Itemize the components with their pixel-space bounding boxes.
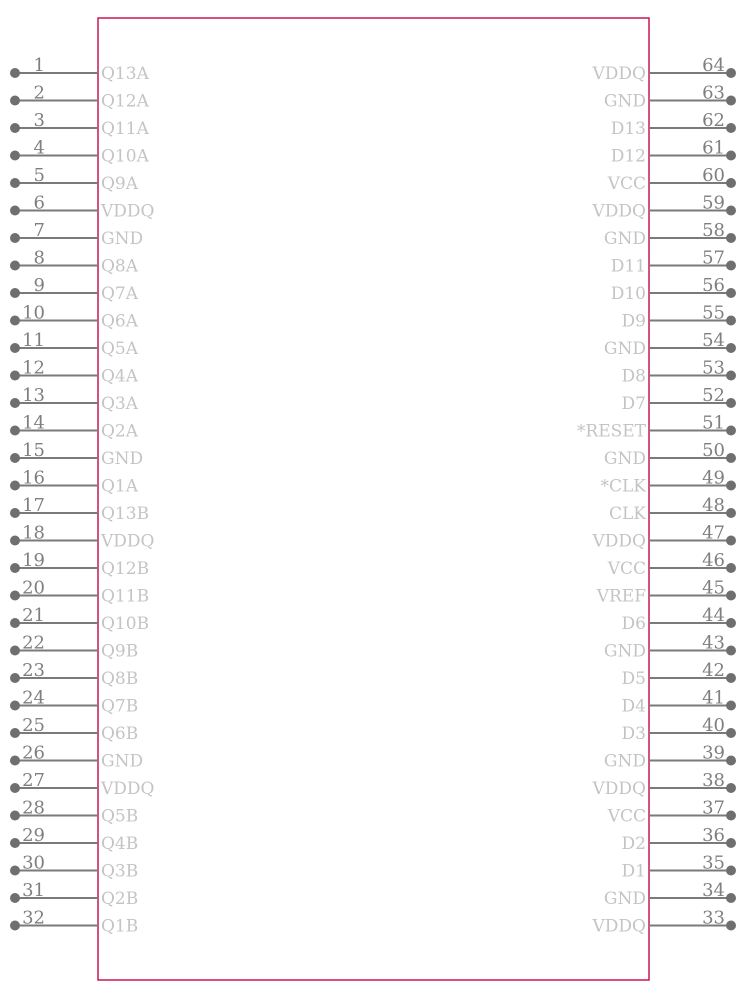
pin-label: Q3A: [101, 394, 139, 414]
pin-53: [622, 358, 736, 387]
pin-label: D1: [621, 861, 646, 882]
pin-terminal-dot: [10, 151, 20, 161]
pin-label: Q8B: [101, 669, 139, 689]
pin-terminal-dot: [726, 96, 736, 106]
pin-label: Q9A: [101, 174, 139, 194]
pin-terminal-dot: [10, 426, 20, 436]
pin-41: [622, 688, 736, 717]
pin-number: 12: [22, 357, 45, 379]
pin-terminal-dot: [10, 508, 20, 518]
pin-label: Q4A: [101, 366, 139, 387]
pin-20: [10, 578, 149, 607]
pin-number: 2: [33, 82, 45, 104]
pin-40: [622, 715, 736, 744]
pin-label: GND: [101, 229, 144, 249]
pin-17: [10, 495, 149, 524]
pin-label: GND: [101, 751, 144, 772]
pin-label: Q13A: [101, 64, 149, 84]
pin-7: [10, 220, 143, 249]
pin-59: [592, 193, 736, 222]
pin-label: VDDQ: [592, 531, 646, 552]
pin-number: 14: [22, 412, 45, 434]
pin-number: 26: [22, 742, 45, 764]
pin-label: VDDQ: [592, 201, 646, 222]
pin-terminal-dot: [10, 371, 20, 381]
pin-terminal-dot: [726, 921, 736, 931]
pin-label: Q4B: [101, 834, 139, 854]
pin-44: [622, 605, 736, 634]
pin-number: 31: [22, 880, 45, 901]
pin-terminal-dot: [10, 261, 20, 271]
pin-number: 1: [33, 55, 45, 76]
pin-label: Q2A: [101, 421, 139, 442]
pin-label: VDDQ: [592, 916, 646, 937]
pin-number: 45: [702, 577, 725, 599]
pin-39: [604, 743, 736, 772]
pin-number: 18: [22, 522, 45, 544]
pin-number: 17: [22, 495, 45, 516]
pin-terminal-dot: [10, 838, 20, 848]
pin-terminal-dot: [10, 866, 20, 876]
pin-28: [10, 798, 138, 827]
pin-5: [10, 165, 139, 194]
pin-number: 15: [22, 440, 45, 461]
pin-terminal-dot: [726, 233, 736, 243]
pin-label: Q7A: [101, 284, 139, 304]
pin-number: 27: [22, 770, 45, 791]
pin-label: D5: [621, 669, 646, 689]
pin-terminal-dot: [726, 453, 736, 463]
pin-49: [601, 468, 737, 497]
pin-number: 39: [702, 742, 725, 764]
pin-6: [10, 193, 154, 222]
pin-label: D3: [621, 724, 646, 744]
pin-terminal-dot: [10, 316, 20, 326]
pin-label: Q11A: [101, 119, 149, 139]
pin-label: Q8A: [101, 256, 139, 277]
pin-label: Q10B: [101, 614, 150, 634]
pin-48: [609, 495, 736, 524]
pin-number: 38: [702, 770, 725, 791]
pin-number: 7: [33, 220, 45, 241]
pin-number: 60: [702, 165, 725, 186]
pin-label: Q5A: [101, 339, 139, 359]
pin-27: [10, 770, 154, 799]
pin-label: CLK: [609, 504, 646, 524]
pin-label: D8: [621, 366, 646, 387]
pin-label: Q11B: [101, 586, 150, 607]
pin-label: Q1A: [101, 476, 139, 497]
pin-label: D2: [621, 834, 646, 854]
pin-terminal-dot: [10, 618, 20, 628]
pin-number: 56: [702, 275, 725, 296]
pin-terminal-dot: [726, 316, 736, 326]
pin-23: [10, 660, 138, 689]
pin-63: [604, 83, 736, 112]
pin-2: [10, 83, 150, 112]
pin-58: [604, 220, 736, 249]
pin-4: [10, 138, 150, 167]
pin-62: [611, 110, 736, 139]
pin-label: VDDQ: [592, 779, 646, 799]
pin-terminal-dot: [726, 866, 736, 876]
pin-terminal-dot: [726, 68, 736, 78]
pin-terminal-dot: [726, 508, 736, 518]
pin-terminal-dot: [10, 646, 20, 656]
pin-terminal-dot: [10, 481, 20, 491]
pin-label: Q12A: [101, 91, 149, 112]
pin-number: 9: [33, 275, 45, 296]
pin-number: 37: [702, 797, 725, 819]
pin-label: D12: [610, 146, 646, 167]
pin-terminal-dot: [10, 288, 20, 298]
pin-terminal-dot: [726, 206, 736, 216]
pin-22: [10, 633, 138, 662]
pin-31: [10, 880, 138, 909]
pin-terminal-dot: [726, 288, 736, 298]
pin-number: 55: [702, 302, 725, 324]
pin-terminal-dot: [10, 673, 20, 683]
pin-terminal-dot: [726, 728, 736, 738]
pin-terminal-dot: [726, 811, 736, 821]
pin-terminal-dot: [726, 151, 736, 161]
pin-number: 13: [22, 385, 45, 406]
pin-label: VDDQ: [101, 201, 155, 222]
left-pin-group: [10, 55, 154, 937]
pin-terminal-dot: [726, 646, 736, 656]
pin-label: D7: [621, 394, 646, 414]
pin-label: D9: [621, 311, 646, 332]
pin-number: 21: [22, 605, 45, 626]
pin-terminal-dot: [726, 673, 736, 683]
pin-32: [10, 908, 138, 937]
pin-label: *RESET: [576, 421, 646, 442]
pin-number: 3: [33, 110, 45, 131]
pin-52: [622, 385, 736, 414]
pin-14: [10, 413, 139, 442]
pin-30: [10, 853, 138, 882]
pin-label: VREF: [596, 586, 646, 607]
pin-55: [622, 303, 736, 332]
pin-terminal-dot: [10, 68, 20, 78]
pin-37: [607, 798, 736, 827]
pin-label: GND: [603, 339, 646, 359]
pin-50: [604, 440, 736, 469]
pin-18: [10, 523, 154, 552]
ic-body-outline: [98, 18, 649, 980]
pin-number: 48: [702, 495, 725, 516]
pin-label: VCC: [607, 559, 646, 579]
pin-label: Q6A: [101, 311, 139, 332]
pin-number: 41: [702, 687, 725, 709]
pin-terminal-dot: [10, 811, 20, 821]
pin-13: [10, 385, 139, 414]
pin-number: 25: [22, 715, 45, 736]
pin-11: [10, 330, 139, 359]
pin-label: GND: [101, 449, 144, 469]
pin-43: [604, 633, 736, 662]
pin-number: 24: [22, 687, 45, 709]
pin-terminal-dot: [726, 343, 736, 353]
pin-61: [611, 138, 736, 167]
pin-label: Q10A: [101, 146, 149, 167]
pin-number: 10: [22, 302, 45, 324]
pin-number: 59: [702, 192, 725, 214]
pin-label: D4: [621, 696, 646, 717]
pin-number: 29: [22, 825, 45, 846]
pin-terminal-dot: [726, 261, 736, 271]
pin-terminal-dot: [726, 756, 736, 766]
pin-36: [622, 825, 736, 854]
pin-terminal-dot: [10, 921, 20, 931]
pin-label: Q13B: [101, 504, 150, 524]
pin-label: GND: [603, 889, 646, 909]
pin-terminal-dot: [726, 178, 736, 188]
pin-number: 63: [702, 82, 725, 104]
pin-12: [10, 358, 139, 387]
pin-10: [10, 303, 139, 332]
pin-label: VDDQ: [592, 64, 646, 84]
pin-number: 49: [702, 467, 725, 489]
pin-29: [10, 825, 138, 854]
pin-label: Q12B: [101, 559, 150, 579]
pin-8: [10, 248, 139, 277]
pin-terminal-dot: [726, 838, 736, 848]
pin-label: Q3B: [101, 861, 139, 882]
pin-label: Q5B: [101, 806, 139, 827]
pin-number: 32: [22, 907, 45, 929]
pin-label: D6: [621, 614, 646, 634]
pin-number: 61: [702, 137, 725, 159]
pin-25: [10, 715, 138, 744]
pin-21: [10, 605, 149, 634]
pin-3: [10, 110, 150, 139]
pin-terminal-dot: [10, 701, 20, 711]
pin-label: Q2B: [101, 889, 139, 909]
pin-9: [10, 275, 139, 304]
pin-number: 34: [702, 880, 725, 901]
pin-label: VDDQ: [101, 779, 155, 799]
pin-number: 51: [702, 412, 725, 434]
pin-number: 58: [702, 220, 725, 241]
pin-number: 4: [33, 137, 45, 159]
pin-terminal-dot: [726, 563, 736, 573]
pin-56: [611, 275, 736, 304]
pin-terminal-dot: [726, 398, 736, 408]
pin-terminal-dot: [10, 591, 20, 601]
pin-47: [592, 523, 736, 552]
pin-label: D13: [610, 119, 646, 139]
pin-label: Q9B: [101, 641, 139, 662]
pin-number: 22: [22, 632, 45, 654]
pin-34: [604, 880, 736, 909]
pin-terminal-dot: [726, 426, 736, 436]
right-pin-group: [577, 55, 736, 937]
pin-number: 42: [702, 660, 725, 681]
pin-terminal-dot: [10, 783, 20, 793]
pin-number: 35: [702, 852, 725, 874]
pin-26: [10, 743, 143, 772]
pin-number: 53: [702, 357, 725, 379]
pin-terminal-dot: [10, 728, 20, 738]
pin-terminal-dot: [10, 123, 20, 133]
pin-label: GND: [603, 449, 646, 469]
pin-label: VDDQ: [101, 531, 155, 552]
pin-terminal-dot: [10, 536, 20, 546]
pin-35: [622, 853, 736, 882]
pin-terminal-dot: [10, 893, 20, 903]
pin-terminal-dot: [10, 233, 20, 243]
pin-label: D10: [610, 284, 646, 304]
pin-terminal-dot: [726, 371, 736, 381]
pin-label: *CLK: [600, 476, 646, 497]
pin-terminal-dot: [726, 481, 736, 491]
pin-terminal-dot: [726, 536, 736, 546]
pin-terminal-dot: [726, 783, 736, 793]
pin-number: 20: [22, 577, 45, 599]
pin-number: 33: [702, 907, 725, 929]
pin-label: Q7B: [101, 696, 139, 717]
pin-terminal-dot: [726, 618, 736, 628]
pin-number: 43: [702, 632, 725, 654]
pin-24: [10, 688, 138, 717]
pin-number: 30: [22, 852, 45, 874]
pin-51: [577, 413, 736, 442]
pin-number: 54: [702, 330, 725, 351]
pin-label: GND: [603, 641, 646, 662]
pin-number: 47: [702, 522, 725, 544]
pin-number: 16: [22, 467, 45, 489]
pin-label: GND: [603, 91, 646, 112]
pin-57: [611, 248, 736, 277]
pin-number: 8: [33, 247, 45, 269]
pin-number: 23: [22, 660, 45, 681]
pin-label: GND: [603, 751, 646, 772]
pin-number: 44: [702, 605, 725, 626]
pin-number: 11: [22, 330, 45, 351]
pin-label: D11: [610, 256, 646, 277]
pin-label: VCC: [607, 174, 646, 194]
pin-number: 64: [702, 55, 725, 76]
pin-terminal-dot: [10, 453, 20, 463]
pin-terminal-dot: [10, 206, 20, 216]
pin-terminal-dot: [726, 123, 736, 133]
pin-number: 40: [702, 715, 725, 736]
pin-number: 62: [702, 110, 725, 131]
pin-terminal-dot: [10, 756, 20, 766]
pin-number: 19: [22, 550, 45, 571]
pin-terminal-dot: [10, 563, 20, 573]
pin-64: [592, 55, 736, 84]
pin-15: [10, 440, 143, 469]
pin-number: 46: [702, 550, 725, 571]
pin-terminal-dot: [726, 591, 736, 601]
pin-terminal-dot: [726, 701, 736, 711]
pin-54: [604, 330, 736, 359]
pin-number: 52: [702, 385, 725, 406]
pin-19: [10, 550, 149, 579]
pin-38: [592, 770, 736, 799]
pin-terminal-dot: [10, 96, 20, 106]
pin-46: [607, 550, 736, 579]
pin-number: 50: [702, 440, 725, 461]
pin-terminal-dot: [726, 893, 736, 903]
pin-60: [607, 165, 736, 194]
pin-terminal-dot: [10, 343, 20, 353]
pin-label: GND: [603, 229, 646, 249]
pin-number: 6: [33, 192, 45, 214]
pin-16: [10, 468, 139, 497]
pin-45: [596, 578, 736, 607]
pin-42: [622, 660, 736, 689]
pin-terminal-dot: [10, 178, 20, 188]
pin-33: [592, 908, 736, 937]
pin-number: 57: [702, 247, 725, 269]
pin-terminal-dot: [10, 398, 20, 408]
pin-number: 5: [33, 165, 45, 186]
pin-label: VCC: [607, 806, 646, 827]
pin-number: 28: [22, 797, 45, 819]
pin-label: Q1B: [101, 916, 139, 937]
pin-1: [10, 55, 150, 84]
pin-number: 36: [702, 825, 725, 846]
pin-label: Q6B: [101, 724, 139, 744]
